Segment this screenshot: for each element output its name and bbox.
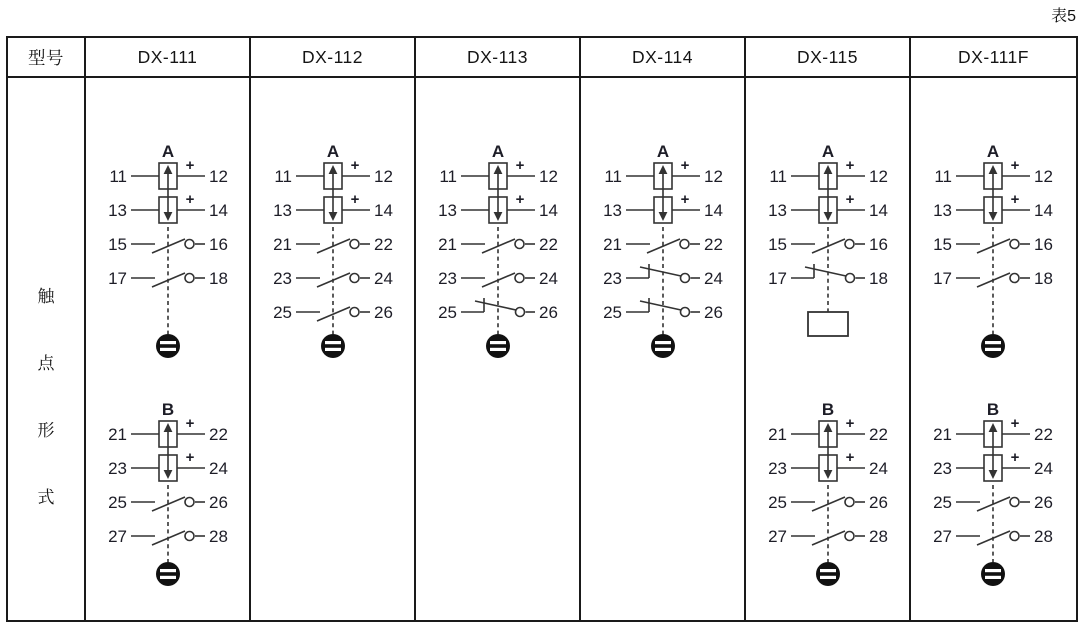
- plus-sign: +: [680, 157, 690, 174]
- terminal-number-right: 22: [869, 425, 888, 444]
- reset-button-body: [156, 334, 180, 358]
- reset-button-icon: [981, 334, 1005, 358]
- diagram-cell-dx-111f: [911, 78, 1076, 620]
- terminal-number-left: 23: [603, 269, 622, 288]
- polar-coil-down-row: [768, 449, 888, 481]
- group-label: A: [491, 142, 505, 161]
- model-header-dx-111: DX-111: [86, 38, 251, 78]
- reset-button-icon: [156, 334, 180, 358]
- contact-no-icon: [515, 240, 524, 249]
- terminal-number-left: 25: [933, 493, 952, 512]
- terminal-number-left: 13: [768, 201, 787, 220]
- terminal-number-right: 24: [374, 269, 393, 288]
- terminal-number-right: 28: [209, 527, 228, 546]
- terminal-number-left: 23: [438, 269, 457, 288]
- plus-sign: +: [185, 415, 195, 432]
- terminal-number-right: 14: [539, 201, 558, 220]
- row-label-char: 点: [37, 354, 55, 373]
- polar-coil-down-row: [108, 449, 228, 481]
- plus-sign: +: [185, 449, 195, 466]
- terminal-number-right: 12: [1034, 167, 1053, 186]
- reset-button-body: [321, 334, 345, 358]
- contact-no-icon: [1010, 498, 1019, 507]
- reset-button-body: [651, 334, 675, 358]
- reset-button-slit: [985, 348, 1001, 351]
- diagram-cell-dx-113: [416, 78, 581, 620]
- terminal-number-right: 26: [374, 303, 393, 322]
- terminal-number-left: 15: [933, 235, 952, 254]
- row-label-char: 式: [37, 488, 55, 507]
- polar-coil-up-row: [604, 157, 723, 193]
- contact-nc-icon: [846, 274, 855, 283]
- reset-button-slit: [655, 348, 671, 351]
- terminal-number-right: 28: [869, 527, 888, 546]
- terminal-number-right: 18: [1034, 269, 1053, 288]
- plus-sign: +: [515, 157, 525, 174]
- terminal-number-right: 26: [209, 493, 228, 512]
- reset-button-slit: [160, 348, 176, 351]
- terminal-number-right: 24: [209, 459, 228, 478]
- terminal-number-right: 24: [539, 269, 558, 288]
- diagram-cell-dx-114: [581, 78, 746, 620]
- terminal-number-right: 22: [1034, 425, 1053, 444]
- reset-button-slit: [160, 341, 176, 344]
- table-caption: 表5: [1051, 8, 1076, 25]
- terminal-number-left: 21: [768, 425, 787, 444]
- group-label: A: [656, 142, 670, 161]
- group-label: A: [326, 142, 340, 161]
- plus-sign: +: [350, 191, 360, 208]
- terminal-number-left: 15: [108, 235, 127, 254]
- contact-no-icon: [680, 240, 689, 249]
- terminal-number-right: 12: [869, 167, 888, 186]
- terminal-number-left: 17: [108, 269, 127, 288]
- terminal-number-right: 26: [869, 493, 888, 512]
- row-label-char: 形: [37, 421, 55, 440]
- polar-coil-up-row: [439, 157, 558, 193]
- diagram-cell-dx-115: [746, 78, 911, 620]
- contact-no-icon: [1010, 240, 1019, 249]
- terminal-number-right: 26: [1034, 493, 1053, 512]
- polar-coil-down-row: [933, 191, 1053, 223]
- terminal-number-right: 14: [374, 201, 393, 220]
- contact-group-b: [918, 394, 1068, 592]
- reset-button-slit: [160, 569, 176, 572]
- terminal-number-left: 23: [933, 459, 952, 478]
- polar-coil-down-row: [603, 191, 723, 223]
- polar-coil-up-row: [934, 157, 1053, 193]
- plus-sign: +: [1010, 191, 1020, 208]
- polar-coil-up-row: [108, 415, 228, 451]
- contact-forms-table: [6, 36, 1078, 622]
- contact-no-icon: [185, 498, 194, 507]
- polar-coil-down-row: [768, 191, 888, 223]
- terminal-number-left: 11: [934, 167, 952, 186]
- contact-group-a: [423, 136, 573, 362]
- group-label: B: [821, 400, 835, 419]
- terminal-number-left: 21: [603, 235, 622, 254]
- contact-group-b: [753, 394, 903, 592]
- terminal-number-left: 13: [933, 201, 952, 220]
- contact-no-icon: [185, 532, 194, 541]
- terminal-number-right: 12: [209, 167, 228, 186]
- contact-blade: [475, 301, 516, 310]
- contact-nc-icon: [516, 308, 525, 317]
- contact-group-a: [753, 136, 903, 362]
- reset-button-body: [816, 562, 840, 586]
- model-header-dx-111f: DX-111F: [911, 38, 1076, 78]
- group-label: A: [821, 142, 835, 161]
- terminal-number-right: 16: [869, 235, 888, 254]
- terminal-number-left: 25: [273, 303, 292, 322]
- reset-button-body: [486, 334, 510, 358]
- reset-button-slit: [490, 348, 506, 351]
- terminal-number-left: 13: [273, 201, 292, 220]
- reset-button-body: [981, 334, 1005, 358]
- contact-no-icon: [350, 274, 359, 283]
- reset-button-slit: [490, 341, 506, 344]
- contact-form-row-label: [8, 78, 86, 620]
- group-label: A: [161, 142, 175, 161]
- model-header-dx-113: DX-113: [416, 38, 581, 78]
- contact-no-icon: [845, 240, 854, 249]
- reset-button-body: [981, 562, 1005, 586]
- plus-sign: +: [185, 191, 195, 208]
- terminal-number-right: 12: [539, 167, 558, 186]
- terminal-number-left: 27: [933, 527, 952, 546]
- plus-sign: +: [1010, 157, 1020, 174]
- contact-blade: [805, 267, 846, 276]
- terminal-number-right: 24: [1034, 459, 1053, 478]
- contact-group-a: [588, 136, 738, 362]
- plus-sign: +: [845, 191, 855, 208]
- model-header-label: 型号: [8, 38, 86, 78]
- terminal-number-left: 21: [273, 235, 292, 254]
- terminal-number-right: 18: [869, 269, 888, 288]
- contact-group-a: [918, 136, 1068, 362]
- terminal-number-right: 14: [1034, 201, 1053, 220]
- plus-sign: +: [845, 449, 855, 466]
- contact-no-icon: [1010, 532, 1019, 541]
- reset-coil-box-icon: [808, 312, 848, 336]
- diagram-cell-dx-111: [86, 78, 251, 620]
- polar-coil-down-row: [108, 191, 228, 223]
- terminal-number-right: 24: [704, 269, 723, 288]
- reset-button-slit: [985, 569, 1001, 572]
- terminal-number-right: 26: [704, 303, 723, 322]
- terminal-number-right: 22: [374, 235, 393, 254]
- contact-group-a: [93, 136, 243, 362]
- terminal-number-left: 21: [933, 425, 952, 444]
- terminal-number-right: 22: [704, 235, 723, 254]
- terminal-number-right: 22: [539, 235, 558, 254]
- terminal-number-right: 12: [704, 167, 723, 186]
- terminal-number-right: 24: [869, 459, 888, 478]
- terminal-number-right: 22: [209, 425, 228, 444]
- terminal-number-left: 13: [603, 201, 622, 220]
- reset-button-icon: [816, 562, 840, 586]
- polar-coil-down-row: [438, 191, 558, 223]
- contact-nc-icon: [681, 308, 690, 317]
- terminal-number-right: 16: [1034, 235, 1053, 254]
- terminal-number-left: 23: [108, 459, 127, 478]
- reset-button-icon: [981, 562, 1005, 586]
- terminal-number-left: 21: [108, 425, 127, 444]
- polar-coil-up-row: [768, 415, 888, 451]
- reset-button-slit: [160, 576, 176, 579]
- terminal-number-left: 13: [438, 201, 457, 220]
- terminal-number-right: 14: [869, 201, 888, 220]
- terminal-number-left: 17: [768, 269, 787, 288]
- reset-button-slit: [325, 341, 341, 344]
- terminal-number-left: 21: [438, 235, 457, 254]
- terminal-number-left: 25: [603, 303, 622, 322]
- terminal-number-right: 14: [209, 201, 228, 220]
- polar-coil-up-row: [769, 157, 888, 193]
- terminal-number-left: 25: [768, 493, 787, 512]
- contact-no-icon: [350, 240, 359, 249]
- terminal-number-left: 11: [274, 167, 292, 186]
- terminal-number-left: 23: [768, 459, 787, 478]
- terminal-number-right: 26: [539, 303, 558, 322]
- terminal-number-left: 23: [273, 269, 292, 288]
- reset-button-slit: [985, 341, 1001, 344]
- reset-button-slit: [820, 576, 836, 579]
- polar-coil-up-row: [933, 415, 1053, 451]
- terminal-number-right: 28: [1034, 527, 1053, 546]
- group-label: A: [986, 142, 1000, 161]
- terminal-number-left: 11: [604, 167, 622, 186]
- terminal-number-left: 27: [108, 527, 127, 546]
- contact-no-icon: [845, 532, 854, 541]
- terminal-number-left: 27: [768, 527, 787, 546]
- contact-group-a: [258, 136, 408, 362]
- contact-blade: [640, 301, 681, 310]
- polar-coil-down-row: [273, 191, 393, 223]
- group-label: B: [986, 400, 1000, 419]
- terminal-number-left: 11: [439, 167, 457, 186]
- reset-button-slit: [820, 569, 836, 572]
- terminal-number-left: 15: [768, 235, 787, 254]
- terminal-number-right: 12: [374, 167, 393, 186]
- terminal-number-left: 25: [438, 303, 457, 322]
- plus-sign: +: [845, 157, 855, 174]
- reset-button-icon: [486, 334, 510, 358]
- contact-blade: [640, 267, 681, 276]
- contact-no-icon: [185, 274, 194, 283]
- plus-sign: +: [1010, 415, 1020, 432]
- reset-button-icon: [321, 334, 345, 358]
- plus-sign: +: [680, 191, 690, 208]
- reset-button-icon: [156, 562, 180, 586]
- reset-button-slit: [985, 576, 1001, 579]
- plus-sign: +: [1010, 449, 1020, 466]
- model-header-dx-114: DX-114: [581, 38, 746, 78]
- terminal-number-left: 17: [933, 269, 952, 288]
- terminal-number-left: 11: [109, 167, 127, 186]
- terminal-number-right: 18: [209, 269, 228, 288]
- reset-button-body: [156, 562, 180, 586]
- polar-coil-down-row: [933, 449, 1053, 481]
- plus-sign: +: [350, 157, 360, 174]
- group-label: B: [161, 400, 175, 419]
- contact-no-icon: [515, 274, 524, 283]
- terminal-number-left: 13: [108, 201, 127, 220]
- contact-nc-icon: [681, 274, 690, 283]
- plus-sign: +: [185, 157, 195, 174]
- model-header-dx-112: DX-112: [251, 38, 416, 78]
- row-label-char: 触: [37, 287, 55, 306]
- terminal-number-right: 14: [704, 201, 723, 220]
- contact-group-b: [93, 394, 243, 592]
- contact-no-icon: [350, 308, 359, 317]
- contact-no-icon: [1010, 274, 1019, 283]
- diagram-cell-dx-112: [251, 78, 416, 620]
- terminal-number-left: 11: [769, 167, 787, 186]
- model-header-dx-115: DX-115: [746, 38, 911, 78]
- plus-sign: +: [515, 191, 525, 208]
- contact-no-icon: [185, 240, 194, 249]
- polar-coil-up-row: [109, 157, 228, 193]
- reset-button-slit: [655, 341, 671, 344]
- terminal-number-left: 25: [108, 493, 127, 512]
- contact-no-icon: [845, 498, 854, 507]
- reset-button-slit: [325, 348, 341, 351]
- terminal-number-right: 16: [209, 235, 228, 254]
- polar-coil-up-row: [274, 157, 393, 193]
- reset-button-icon: [651, 334, 675, 358]
- plus-sign: +: [845, 415, 855, 432]
